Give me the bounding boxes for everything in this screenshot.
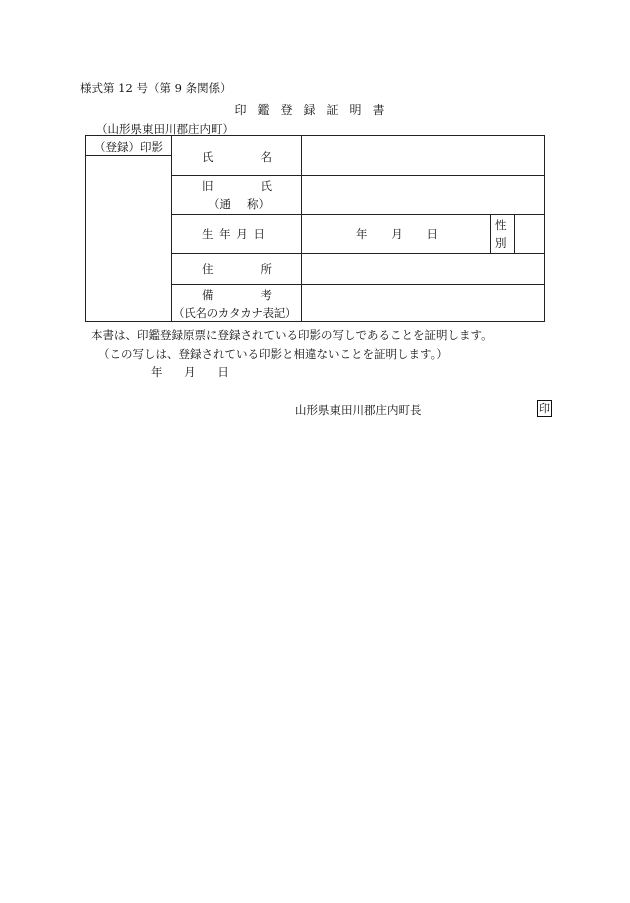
address-label	[202, 261, 272, 277]
remarks-label-char-2: 考	[260, 288, 272, 302]
remarks-katakana-note: （氏名のカタカナ表記）	[173, 306, 297, 320]
issue-date	[151, 364, 229, 380]
label-column-divider	[301, 136, 302, 322]
issue-year-unit: 年	[151, 365, 163, 379]
document-title: 印鑑登録証明書	[234, 103, 396, 117]
address-label-char-1: 住	[202, 262, 214, 276]
sex-label	[495, 216, 507, 252]
birth-year-unit: 年	[356, 227, 368, 241]
seal-header-divider	[86, 155, 171, 156]
former-name-label-char-1: 旧	[202, 179, 214, 193]
sex-label-char-1: 性	[495, 218, 507, 232]
sex-label-divider-left	[490, 214, 491, 253]
alias-label-part-2: 称）	[247, 197, 270, 211]
issue-month-unit: 月	[184, 365, 196, 379]
official-seal-mark: 印	[539, 402, 550, 415]
issue-day-unit: 日	[217, 365, 229, 379]
sex-label-char-2: 別	[495, 236, 507, 250]
address-label-char-2: 所	[260, 262, 272, 276]
birth-month-unit: 月	[391, 227, 403, 241]
form-number-label: 様式第 12 号（第 9 条関係）	[80, 81, 232, 95]
former-name-label-char-2: 氏	[260, 179, 272, 193]
remarks-label	[202, 287, 272, 303]
row-divider-1	[171, 175, 545, 176]
birth-date-label: 生 年 月 日	[202, 227, 265, 241]
certification-statement: 本書は、印鑑登録原票に登録されている印影の写しであることを証明します。	[91, 328, 493, 342]
alias-label	[208, 196, 270, 212]
birth-day-unit: 日	[426, 227, 438, 241]
name-label-char-1: 氏	[202, 150, 214, 164]
mayor-signature-line: 山形県東田川郡庄内町長	[295, 403, 422, 417]
row-divider-4	[171, 284, 545, 285]
birth-date-value	[356, 226, 438, 242]
seal-impression-header: （登録）印影	[94, 140, 163, 154]
seal-column-divider	[171, 136, 172, 322]
copy-certification-statement: （この写しは、登録されている印影と相違ないことを証明します。）	[98, 347, 448, 361]
row-divider-3	[171, 253, 545, 254]
remarks-label-char-1: 備	[202, 288, 214, 302]
sex-label-divider-right	[514, 214, 515, 253]
former-name-label	[202, 178, 272, 194]
row-divider-2	[171, 214, 545, 215]
municipality-note: （山形県東田川郡庄内町）	[96, 122, 234, 136]
alias-label-part-1: （通	[208, 197, 231, 211]
certificate-table	[85, 135, 545, 322]
name-label	[202, 149, 272, 165]
name-label-char-2: 名	[260, 150, 272, 164]
